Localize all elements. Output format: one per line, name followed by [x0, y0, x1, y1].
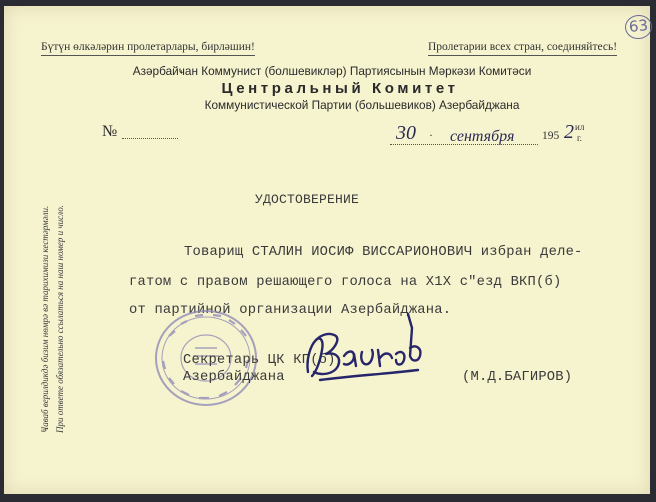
body-line-1: Товарищ СТАЛИН ИОСИФ ВИССАРИОНОВИЧ избран деле-	[184, 245, 583, 260]
body-line-3: от партийной организации Азербайджана.	[129, 303, 452, 318]
document-number-label: №	[102, 123, 118, 140]
date-suffix-azerbaijani: ил	[575, 122, 585, 132]
date-separator: ·	[429, 128, 433, 142]
side-note-azerbaijani: Ҹаваб верилдикдә бизим нөмрә вә тарихимизи кестәрмәли.	[40, 205, 50, 433]
signatory-name: (М.Д.БАГИРОВ)	[462, 370, 573, 385]
motto-russian: Пролетарии всех стран, соединяйтесь!	[428, 41, 617, 56]
organization-name-russian: Коммунистической Партии (большевиков) Азербайджана	[204, 98, 520, 112]
handwritten-signature	[300, 310, 432, 390]
date-year-digit: 2	[564, 121, 574, 143]
page-number: 63	[624, 14, 653, 41]
document-number-blank	[122, 138, 178, 139]
date-month: сентября	[450, 128, 515, 145]
document-sheet	[4, 6, 650, 494]
date-suffix-russian: г.	[577, 133, 582, 143]
signatory-title-line-1: Секретарь ЦК КП(б)	[183, 353, 336, 368]
side-note-russian: При ответе обязательно ссылаться на наш номер и число.	[55, 205, 65, 433]
signatory-title-line-2: Азербайджана	[183, 370, 285, 385]
date-underline	[390, 144, 538, 145]
date-year-prefix: 195	[542, 130, 560, 142]
date-day: 30	[396, 122, 416, 144]
central-committee-heading: Центральный Комитет	[221, 80, 459, 97]
document-title: УДОСТОВЕРЕНИЕ	[255, 192, 360, 207]
motto-azerbaijani: Бүтүн өлкәләрин пролетарлары, бирләшин!	[41, 41, 255, 56]
side-reference-note	[37, 141, 69, 433]
organization-name-azerbaijani: Азәрбайҹан Коммунист (болшевикләр) Партиясынын Мәркәзи Комитәси	[132, 64, 532, 78]
body-line-2: гатом с правом решающего голоса на Х1Х с"езд ВКП(б)	[129, 275, 562, 290]
